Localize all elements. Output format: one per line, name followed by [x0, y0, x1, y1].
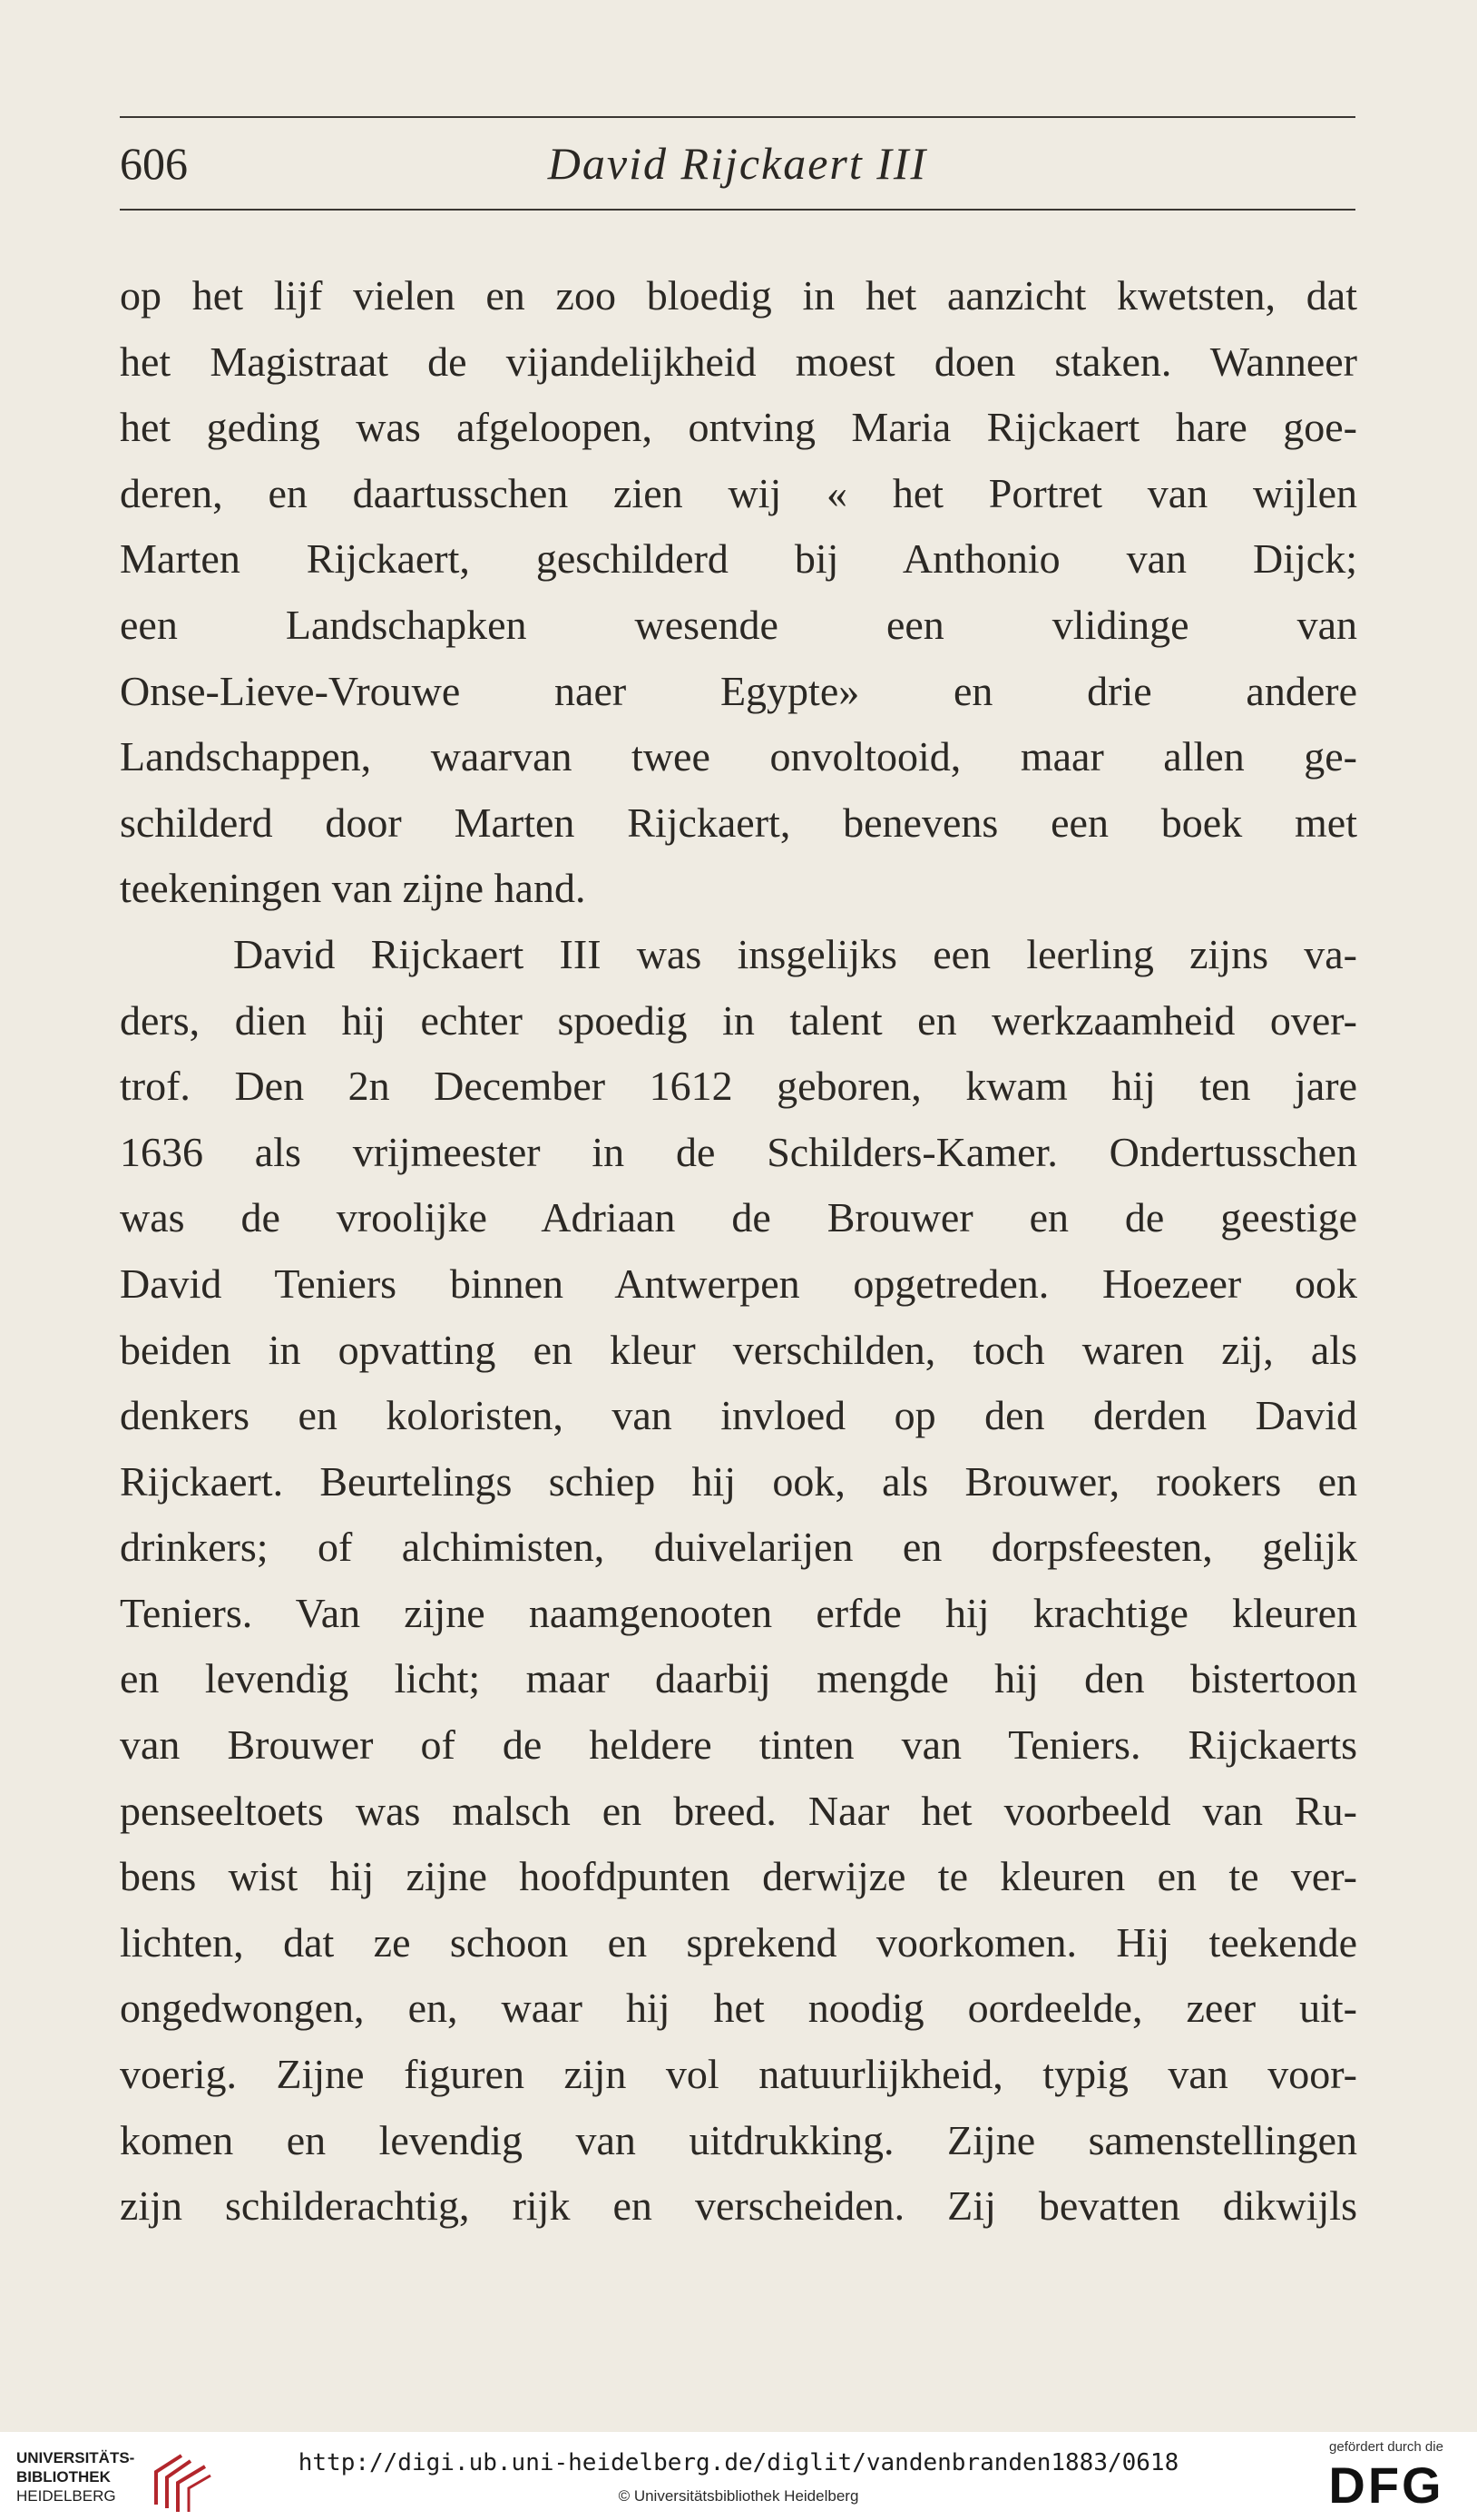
text-line-paragraph-end: teekeningen van zijne hand. [120, 865, 586, 912]
running-head [120, 127, 1355, 200]
library-name-line: BIBLIOTHEK [16, 2468, 111, 2486]
text-line: trof. Den 2n December 1612 geboren, kwam hij ten jare [120, 1063, 1357, 1110]
source-url-link[interactable]: http://digi.ub.uni-heidelberg.de/diglit/vandenbranden1883/0618 [298, 2449, 1179, 2476]
text-line: op het lijf vielen en zoo bloedig in het aanzicht kwetsten, dat [120, 272, 1357, 319]
body-text [120, 263, 1357, 2240]
text-line: lichten, dat ze schoon en sprekend voorkomen. Hij teekende [120, 1918, 1357, 1966]
text-line: denkers en koloristen, van invloed op den derden David [120, 1392, 1357, 1439]
footer-bar [0, 2432, 1477, 2520]
text-line: deren, en daartusschen zien wij « het Portret van wijlen [120, 469, 1357, 516]
dfg-logo-icon: DFG [1328, 2456, 1444, 2514]
text-line: Landschappen, waarvan twee onvoltooid, maar allen ge- [120, 733, 1357, 780]
text-line: het Magistraat de vijandelijkheid moest doen staken. Wanneer [120, 338, 1357, 385]
text-line: het geding was afgeloopen, ontving Maria Rijckaert hare goe- [120, 404, 1357, 451]
text-line: drinkers; of alchimisten, duivelarijen en dorpsfeesten, gelijk [120, 1524, 1357, 1571]
library-name-line: UNIVERSITÄTS- [16, 2449, 135, 2466]
funder-label: gefördert durch die [1329, 2439, 1443, 2455]
text-line: ongedwongen, en, waar hij het noodig oordeelde, zeer uit- [120, 1985, 1357, 2032]
library-name-line: HEIDELBERG [16, 2487, 116, 2505]
text-line: Rijckaert. Beurtelings schiep hij ook, als Brouwer, rookers en [120, 1457, 1357, 1505]
text-line: en levendig licht; maar daarbij mengde hij den bistertoon [120, 1655, 1357, 1702]
text-line: Marten Rijckaert, geschilderd bij Anthonio van Dijck; [120, 535, 1357, 583]
text-line: voerig. Zijne figuren zijn vol natuurlijkheid, typig van voor- [120, 2051, 1357, 2098]
text-line: was de vroolijke Adriaan de Brouwer en de geestige [120, 1194, 1357, 1241]
text-line: schilderd door Marten Rijckaert, benevens een boek met [120, 799, 1357, 846]
text-line: bens wist hij zijne hoofdpunten derwijze te kleuren en te ver- [120, 1853, 1357, 1900]
text-line: van Brouwer of de heldere tinten van Teniers. Rijckaerts [120, 1721, 1357, 1769]
copyright-notice: © Universitätsbibliothek Heidelberg [618, 2487, 859, 2505]
text-line: zijn schilderachtig, rijk en verscheiden. Zij bevatten dikwijls [120, 2182, 1357, 2230]
header-rule-bottom [120, 209, 1355, 211]
text-line: een Landschapken wesende een vlidinge van [120, 601, 1357, 648]
header-rule-top [120, 116, 1355, 118]
funder-logo[interactable] [1314, 2439, 1459, 2515]
text-line: 1636 als vrijmeester in de Schilders-Kamer. Ondertusschen [120, 1128, 1357, 1175]
text-line: komen en levendig van uitdrukking. Zijne samenstellingen [120, 2116, 1357, 2163]
text-line: penseeltoets was malsch en breed. Naar het voorbeeld van Ru- [120, 1787, 1357, 1834]
running-title: David Rijckaert III [547, 138, 928, 189]
text-line: David Teniers binnen Antwerpen opgetreden. Hoezeer ook [120, 1260, 1357, 1307]
text-line: Teniers. Van zijne naamgenooten erfde hij krachtige kleuren [120, 1589, 1357, 1636]
page-number: 606 [120, 138, 188, 189]
text-line: beiden in opvatting en kleur verschilden, toch waren zij, als [120, 1326, 1357, 1373]
text-line: Onse-Lieve-Vrouwe naer Egypte» en drie andere [120, 667, 1357, 714]
text-line-paragraph-start: David Rijckaert III was insgelijks een leerling zijns va- [233, 930, 1357, 977]
text-line: ders, dien hij echter spoedig in talent en werkzaamheid over- [120, 996, 1357, 1044]
